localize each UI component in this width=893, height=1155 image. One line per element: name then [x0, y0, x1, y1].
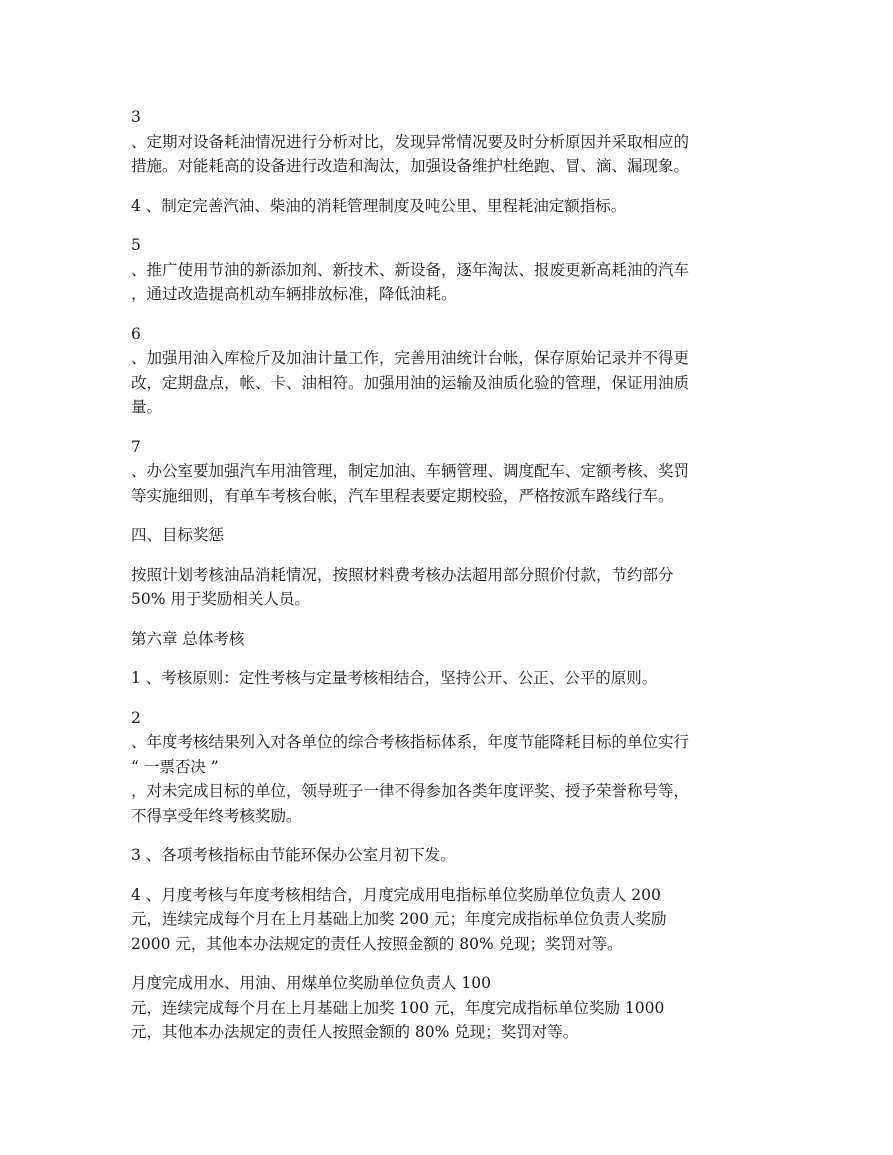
text-line: 月度完成用水、用油、用煤单位奖励单位负责人 100: [131, 974, 492, 992]
text-line: 3: [131, 108, 141, 126]
paragraph: [131, 435, 781, 509]
paragraph: [131, 843, 781, 868]
document-body: [131, 105, 781, 1060]
paragraph: [131, 105, 781, 179]
text-line: ，通过改造提高机动车辆排放标准，降低油耗。: [131, 285, 457, 303]
paragraph: [131, 883, 781, 957]
text-line: 元，连续完成每个月在上月基础上加奖 100 元，年度完成指标单位奖励 1000: [131, 998, 665, 1017]
text-line: 2: [131, 708, 141, 727]
text-line: 不得享受年终考核奖励。: [131, 806, 302, 825]
paragraph: [131, 194, 781, 219]
text-line: 1 、考核原则：定性考核与定量考核相结合，坚持公开、公正、公平的原则。: [131, 669, 658, 687]
text-line: 等实施细则，有单车考核台帐，汽车里程表要定期校验，严格按派车路线行车。: [131, 486, 674, 505]
text-line: 元，连续完成每个月在上月基础上加奖 200 元；年度完成指标单位负责人奖励: [131, 910, 667, 928]
paragraph: [131, 523, 781, 548]
text-line: 量。: [131, 398, 163, 416]
text-line: 2000 元，其他本办法规定的责任人按照金额的 80% 兑现；奖罚对等。: [131, 934, 623, 953]
paragraph: [131, 666, 781, 691]
text-line: ，对未完成目标的单位，领导班子一律不得参加各类年度评奖、授予荣誉称号等，: [131, 782, 690, 800]
text-line: 50% 用于奖励相关人员。: [131, 590, 310, 608]
text-line: 5: [131, 236, 141, 254]
text-line: 、年度考核结果列入对各单位的综合考核指标体系，年度节能降耗目标的单位实行: [131, 733, 690, 751]
text-line: 第六章 总体考核: [131, 629, 245, 648]
paragraph: [131, 627, 781, 652]
paragraph: [131, 322, 781, 420]
paragraph: [131, 706, 781, 829]
paragraph: [131, 971, 781, 1045]
text-line: 6: [131, 324, 141, 343]
text-line: 按照计划考核油品消耗情况，按照材料费考核办法超用部分照价付款，节约部分: [131, 565, 674, 584]
text-line: 、加强用油入库检斤及加油计量工作，完善用油统计台帐，保存原始记录并不得更: [131, 349, 690, 367]
text-line: 、定期对设备耗油情况进行分析对比，发现异常情况要及时分析原因并采取相应的: [131, 132, 690, 151]
text-line: 4 、制定完善汽油、柴油的消耗管理制度及吨公里、里程耗油定额指标。: [131, 196, 627, 215]
text-line: 改，定期盘点，帐、卡、油相符。加强用油的运输及油质化验的管理，保证用油质: [131, 373, 690, 392]
text-line: “ 一票否决 ”: [131, 757, 219, 776]
text-line: 元，其他本办法规定的责任人按照金额的 80% 兑现；奖罚对等。: [131, 1023, 579, 1041]
text-line: 措施。对能耗高的设备进行改造和淘汰，加强设备维护杜绝跑、冒、滴、漏现象。: [131, 157, 690, 175]
paragraph: [131, 563, 781, 612]
text-line: 四、目标奖惩: [131, 526, 225, 544]
text-line: 、推广使用节油的新添加剂、新技术、新设备，逐年淘汰、报废更新高耗油的汽车: [131, 260, 690, 279]
text-line: 3 、各项考核指标由节能环保办公室月初下发。: [131, 846, 456, 864]
text-line: 、办公室要加强汽车用油管理，制定加油、车辆管理、调度配车、定额考核、奖罚: [131, 462, 690, 480]
text-line: 4 、月度考核与年度考核相结合，月度完成用电指标单位奖励单位负责人 200: [131, 885, 661, 904]
text-line: 7: [131, 437, 141, 456]
paragraph: [131, 233, 781, 307]
